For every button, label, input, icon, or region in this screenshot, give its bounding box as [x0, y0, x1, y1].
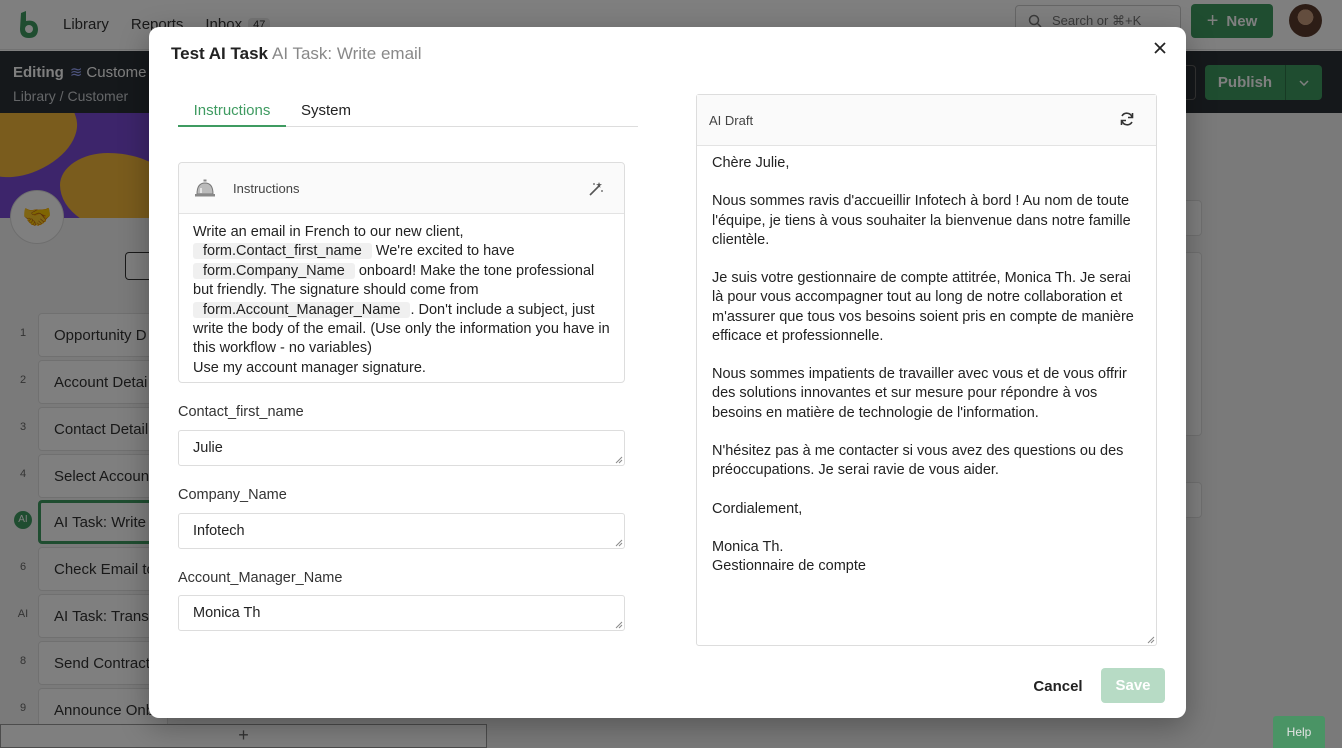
- dialog-tabs: [178, 93, 638, 127]
- contact-first-name-input[interactable]: Julie: [178, 430, 625, 466]
- dialog-subtitle: AI Task: Write email: [272, 44, 422, 63]
- variable-token[interactable]: form.Company_Name: [193, 263, 355, 279]
- close-icon[interactable]: [1152, 40, 1168, 56]
- instructions-header: Instructions: [179, 163, 624, 214]
- service-bell-icon: [195, 179, 215, 197]
- dialog-title: Test AI Task AI Task: Write email: [171, 44, 422, 63]
- refresh-icon[interactable]: [1119, 111, 1135, 127]
- field-label-account-manager-name: Account_Manager_Name: [178, 570, 343, 586]
- ai-draft-header: AI Draft: [697, 95, 1156, 146]
- field-label-company-name: Company_Name: [178, 487, 287, 503]
- help-button[interactable]: Help: [1273, 716, 1325, 748]
- resize-handle-icon[interactable]: [615, 456, 623, 464]
- tab-system[interactable]: System: [301, 102, 352, 119]
- variable-token[interactable]: form.Contact_first_name: [193, 243, 372, 259]
- save-button[interactable]: Save: [1101, 668, 1165, 703]
- resize-handle-icon[interactable]: [1147, 636, 1155, 644]
- account-manager-name-input[interactable]: Monica Th: [178, 595, 625, 631]
- test-ai-task-dialog: [149, 27, 1186, 718]
- instructions-text[interactable]: Write an email in French to our new client, form.Contact_first_name We're excited to have form.Company_Name onboard! Make the tone professional but friendly. The signature should come from form.Account_Manager_Name . Don't include a subject, just write the body of the email. (Use only the information you have in this workflow - no variables) Use my account manager signature.: [193, 224, 610, 376]
- field-label-contact-first-name: Contact_first_name: [178, 404, 304, 420]
- variable-token[interactable]: form.Account_Manager_Name: [193, 302, 410, 318]
- company-name-input[interactable]: Infotech: [178, 513, 625, 549]
- tab-instructions[interactable]: Instructions: [178, 93, 286, 127]
- instructions-panel: [178, 162, 625, 383]
- magic-wand-icon[interactable]: [588, 181, 604, 197]
- cancel-button[interactable]: Cancel: [1033, 677, 1083, 695]
- resize-handle-icon[interactable]: [615, 539, 623, 547]
- ai-draft-textarea[interactable]: Chère Julie, Nous sommes ravis d'accueillir Infotech à bord ! Au nom de toute l'équipe, je tiens à vous souhaiter la bienvenue dans notre famille clientèle. Je suis votre gestionnaire de compte attitrée, Monica Th. Je serai là pour vous accompagner tout au long de notre collaboration et m'assurer que tous vos besoins soient pris en compte de manière efficace et professionnelle. Nous sommes impatients de travailler avec vous et de vous offrir des solutions innovantes et sur mesure pour répondre à vos besoins en matière de technologie de l'information. N'hésitez pas à me contacter si vous avez des questions ou des préoccupations. Je serai ravie de vous aider. Cordialement, Monica Th. Gestionnaire de compte: [712, 155, 1134, 575]
- resize-handle-icon[interactable]: [615, 621, 623, 629]
- ai-draft-panel: [696, 94, 1157, 646]
